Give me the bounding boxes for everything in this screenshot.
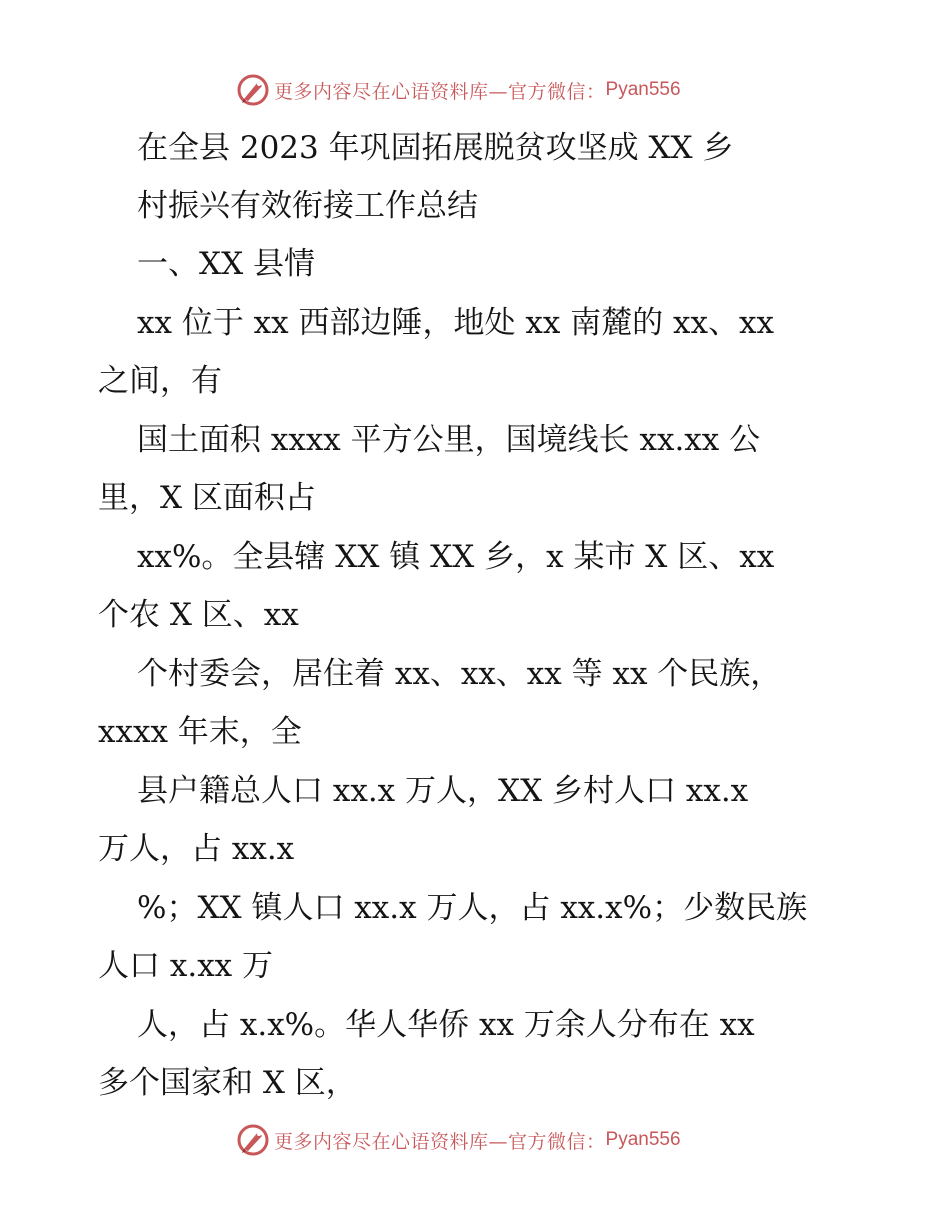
body-line: %；XX 镇人口 xx.x 万人，占 xx.x%；少数民族 xyxy=(137,890,808,926)
body-line: 国土面积 xxxx 平方公里，国境线长 xx.xx 公 xyxy=(137,422,761,458)
document-title-line-1: 在全县 2023 年巩固拓展脱贫攻坚成 XX 乡 xyxy=(137,130,734,166)
watermark-wechat-id: Pyan556 xyxy=(605,1129,681,1150)
pen-logo-icon xyxy=(236,73,270,107)
body-line: xx 位于 xx 西部边陲，地处 xx 南麓的 xx、xx xyxy=(137,305,774,341)
body-line: xxxx 年末，全 xyxy=(98,714,302,750)
body-line: 县户籍总人口 xx.x 万人，XX 乡村人口 xx.x xyxy=(137,773,749,809)
document-title-line-2: 村振兴有效衔接工作总结 xyxy=(137,188,478,224)
watermark-header xyxy=(236,73,681,107)
watermark-footer xyxy=(236,1123,681,1157)
body-line: 里，X 区面积占 xyxy=(98,480,316,516)
body-line: 人口 x.xx 万 xyxy=(98,948,274,984)
body-line: 个村委会，居住着 xx、xx、xx 等 xx 个民族， xyxy=(137,656,782,692)
body-line: 个农 X 区、xx xyxy=(98,597,299,633)
watermark-text: 更多内容尽在心语资料库—官方微信： xyxy=(274,80,606,103)
body-line: xx%。全县辖 XX 镇 XX 乡，x 某市 X 区、xx xyxy=(137,539,775,575)
watermark-wechat-id: Pyan556 xyxy=(605,79,681,100)
body-line: 人，占 x.x%。华人华侨 xx 万余人分布在 xx xyxy=(137,1007,755,1043)
body-line: 万人，占 xx.x xyxy=(98,831,295,867)
section-heading: 一、XX 县情 xyxy=(137,246,315,282)
body-line: 多个国家和 X 区， xyxy=(98,1065,357,1101)
pen-logo-icon xyxy=(236,1123,270,1157)
watermark-text: 更多内容尽在心语资料库—官方微信： xyxy=(274,1130,606,1153)
body-line: 之间，有 xyxy=(98,363,222,399)
